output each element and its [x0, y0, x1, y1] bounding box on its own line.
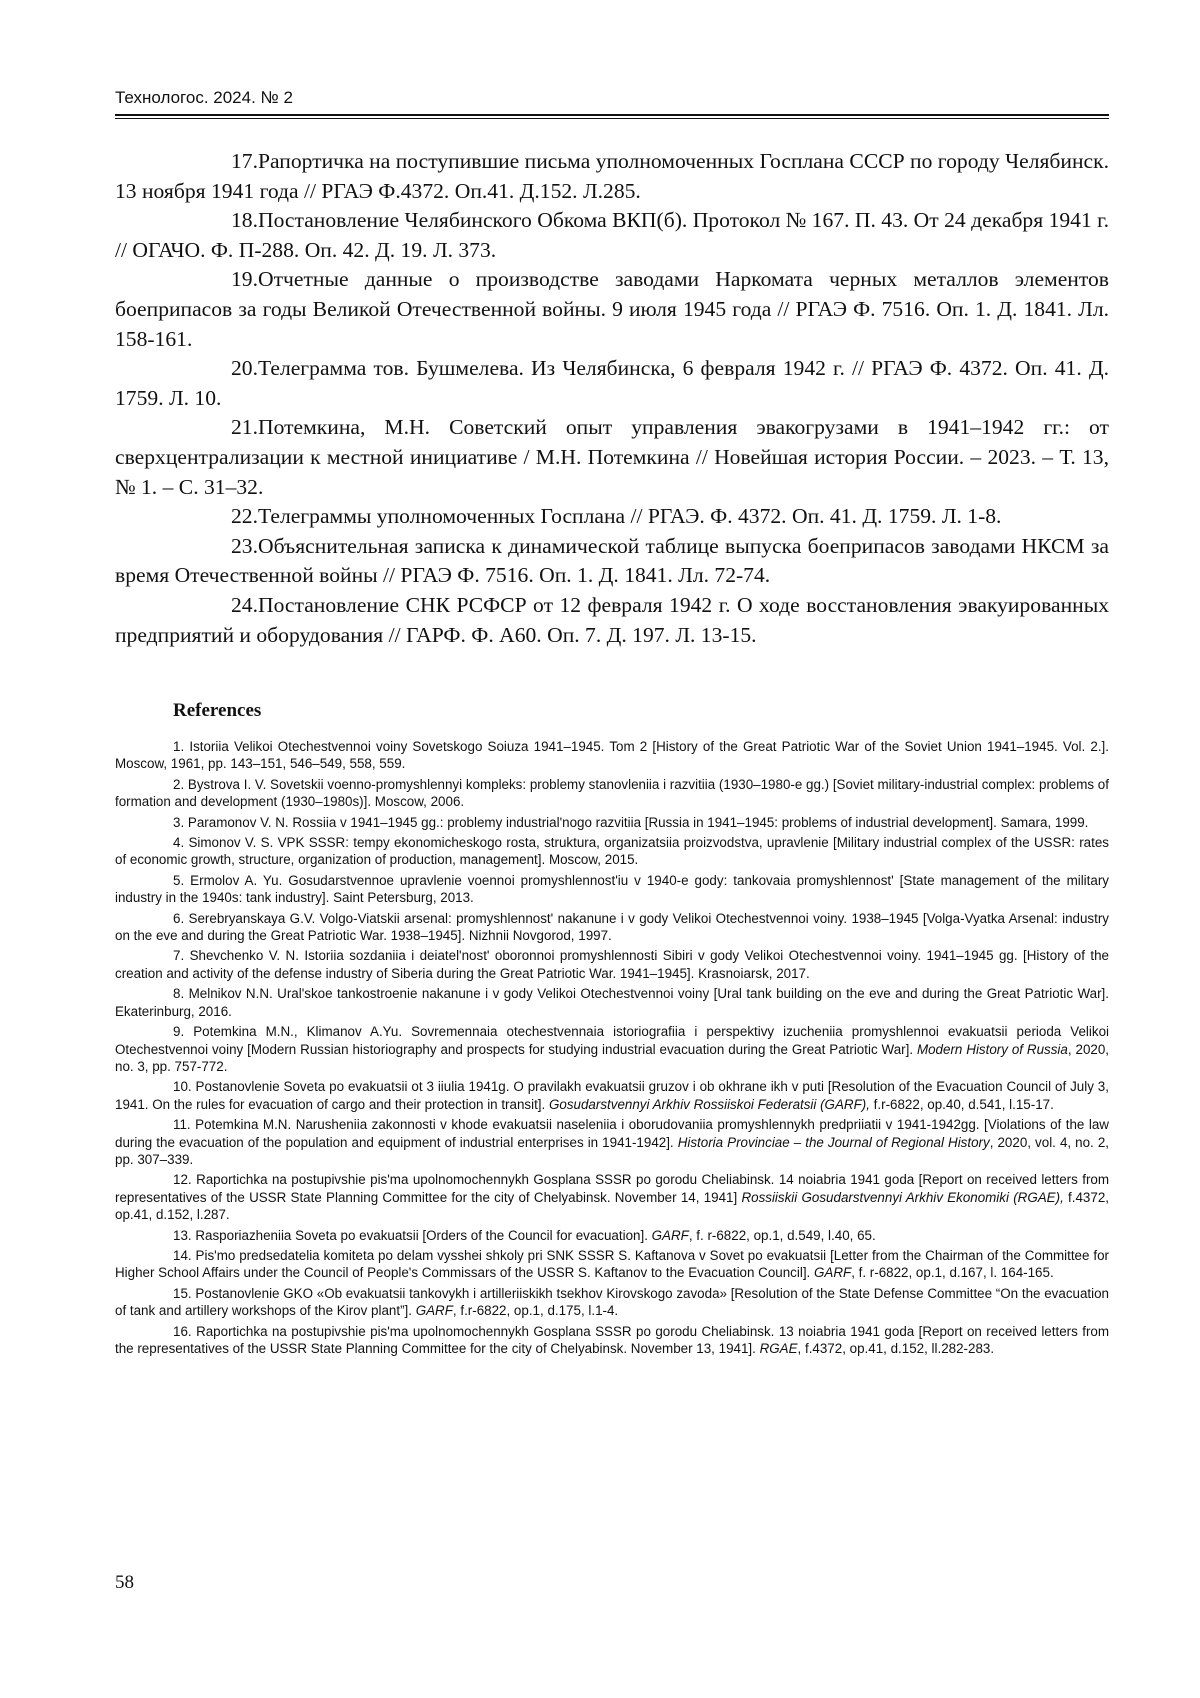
- reference-number: 17.: [231, 149, 258, 173]
- reference-item: [115, 591, 1109, 650]
- references-heading: References: [173, 700, 262, 721]
- reference-text: Raportichka na postupivshie pis'ma upolnomochennykh Gosplana SSSR po gorodu Cheliabinsk. 13 noiabria 1941 goda [Report on received letters from the representatives of the USSR State Planning Committee for the city of Chelyabinsk. November 13, 1941].: [115, 1323, 1109, 1356]
- reference-item: [115, 1171, 1109, 1223]
- reference-text: Телеграммы уполномоченных Госплана // РГАЭ. Ф. 4372. Оп. 41. Д. 1759. Л. 1-8.: [258, 504, 1002, 529]
- reference-item: [115, 738, 1109, 773]
- reference-source: Gosudarstvennyi Arkhiv Rossiiskoi Federatsii (GARF),: [548, 1096, 870, 1112]
- english-reference-list: [115, 738, 1109, 1360]
- reference-text: Istoriia Velikoi Otechestvennoi voiny Sovetskogo Soiuza 1941–1945. Tom 2 [History of the Great Patriotic War of the Soviet Union 1941–1945. Vol. 2.]. Moscow, 1961, pp. 143–151, 546–549, 558, 559.: [115, 739, 1109, 772]
- reference-number: 11.: [173, 1117, 191, 1133]
- reference-text: Bystrova I. V. Sovetskii voenno-promyshlennyi kompleks: problemy stanovleniia i razvitiia (1930–1980-e gg.) [Soviet military-industrial complex: problems of formation and development (1930–1980s)]. Moscow, 2006.: [115, 776, 1109, 810]
- reference-text: Rasporiazheniia Soveta po evakuatsii [Orders of the Council for evacuation].: [195, 1227, 652, 1243]
- reference-item: [115, 1023, 1109, 1075]
- reference-tail: f.r-6822, op.40, d.541, l.15-17.: [869, 1096, 1054, 1112]
- reference-text: Постановление Челябинского Обкома ВКП(б). Протокол № 167. П. 43. От 24 декабря 1941 г. // ОГАЧО. Ф. П-288. Оп. 42. Д. 19. Л. 373.: [115, 208, 1109, 262]
- reference-item: [115, 947, 1109, 982]
- reference-source: Rossiiskii Gosudarstvennyi Arkhiv Ekonomiki (RGAE),: [741, 1189, 1064, 1205]
- reference-text: Potemkina M.N., Klimanov A.Yu. Sovremennaia otechestvennaia istoriografiia i perspektivy izucheniia promyshlennoi evakuatsii perioda Velikoi Otechestvennoi voiny [Modern Russian historiography and prospects for studying industrial evacuation during the Great Patriotic War].: [115, 1024, 1109, 1057]
- reference-item: [115, 776, 1109, 811]
- reference-number: 5.: [173, 872, 185, 888]
- reference-number: 6.: [173, 910, 185, 926]
- reference-text: Pis'mo predsedatelia komiteta po delam vysshei shkoly pri SNK SSSR S. Kaftanova v Sovet po evakuatsii [Letter from the Chairman of the Committee for Higher School Affairs under the Council of People's Commissars of the USSR S. Kaftanov to the Evacuation Council].: [115, 1247, 1109, 1281]
- reference-item: [115, 1227, 1109, 1244]
- reference-text: Потемкина, М.Н. Советский опыт управления эвакогрузами в 1941–1942 гг.: от сверхцентрализации к местной инициативе / М.Н. Потемкина // Новейшая история России. – 2023. – Т. 13, № 1. – С. 31–32.: [115, 415, 1109, 499]
- reference-source: GARF: [415, 1303, 453, 1319]
- reference-item: [115, 872, 1109, 907]
- reference-text: Postanovlenie GKO «Ob evakuatsii tankovykh i artilleriiskikh tsekhov Kirovskogo zavoda» [Resolution of the State Defense Committee “On the evacuation of tank and artillery workshops of the Kirov plant”].: [115, 1285, 1109, 1319]
- reference-item: [115, 265, 1109, 354]
- reference-text: Simonov V. S. VPK SSSR: tempy ekonomicheskogo rosta, struktura, organizatsiia proizvodstva, upravlenie [Military industrial complex of the USSR: rates of economic growth, structure, organization of production, management]. Moscow, 2015.: [115, 835, 1109, 868]
- reference-tail: , f.4372, op.41, d.152, ll.282-283.: [797, 1341, 995, 1356]
- journal-title: Технологос. 2024. № 2: [115, 88, 293, 107]
- reference-text: Постановление СНК РСФСР от 12 февраля 1942 г. О ходе восстановления эвакуированных предприятий и оборудования // ГАРФ. Ф. А60. Оп. 7. Д. 197. Л. 13-15.: [115, 592, 1109, 647]
- reference-number: 9.: [173, 1024, 185, 1040]
- reference-tail: f.4372, op.41, d.152, l.287.: [115, 1189, 1109, 1223]
- reference-number: 19.: [231, 267, 258, 292]
- reference-item: [115, 413, 1109, 502]
- reference-text: Рапортичка на поступившие письма уполномоченных Госплана СССР по городу Челябинск. 13 ноября 1941 года // РГАЭ Ф.4372. Оп.41. Д.152. Л.285.: [115, 149, 1109, 203]
- reference-item: [115, 206, 1109, 265]
- reference-tail: , 2020, vol. 4, no. 2, pp. 307–339.: [115, 1134, 1110, 1167]
- reference-item: [115, 1078, 1109, 1113]
- reference-item: [115, 502, 1109, 532]
- reference-tail: , f.r-6822, op.1, d.175, l.1-4.: [452, 1303, 619, 1319]
- reference-number: 1.: [173, 739, 185, 754]
- reference-item: [115, 834, 1109, 869]
- page-number: 58: [115, 1572, 134, 1593]
- reference-item: [115, 910, 1109, 945]
- reference-text: Shevchenko V. N. Istoriia sozdaniia i deiatel'nost' oboronnoi promyshlennosti Sibiri v gody Velikoi Otechestvennoi voiny. 1941–1945 gg. [History of the creation and activity of the defense industry of Siberia during the Great Patriotic War. 1941–1945]. Krasnoiarsk, 2017.: [115, 948, 1109, 981]
- reference-item: [115, 985, 1109, 1020]
- reference-source: GARF: [651, 1227, 689, 1243]
- reference-number: 22.: [231, 504, 258, 529]
- reference-number: 10.: [173, 1079, 192, 1095]
- reference-number: 7.: [173, 948, 185, 964]
- reference-number: 15.: [173, 1285, 192, 1301]
- reference-item: [115, 1247, 1109, 1282]
- reference-source: RGAE: [759, 1341, 798, 1356]
- reference-tail: , f. r-6822, op.1, d.549, l.40, 65.: [688, 1227, 876, 1243]
- reference-number: 16.: [173, 1323, 192, 1339]
- reference-number: 18.: [231, 208, 258, 233]
- reference-text: Postanovlenie Soveta po evakuatsii ot 3 iiulia 1941g. O pravilakh evakuatsii gruzov i ob okhrane ikh v puti [Resolution of the Evacuation Council of July 3, 1941. On the rules for evacuation of cargo and their protection in transit].: [115, 1079, 1109, 1112]
- russian-reference-list: [115, 147, 1109, 650]
- reference-source: Modern History of Russia: [916, 1041, 1068, 1057]
- reference-text: Paramonov V. N. Rossiia v 1941–1945 gg.: problemy industrial'nogo razvitiia [Russia in 1941–1945: problems of industrial development]. Samara, 1999.: [187, 814, 1089, 830]
- reference-item: [115, 1285, 1109, 1320]
- reference-item: [115, 1323, 1109, 1358]
- reference-number: 21.: [231, 415, 258, 440]
- reference-number: 3.: [173, 814, 185, 830]
- reference-number: 8.: [173, 986, 185, 1002]
- reference-number: 24.: [231, 592, 258, 617]
- reference-text: Serebryanskaya G.V. Volgo-Viatskii arsenal: promyshlennost' nakanune i v gody Velikoi Otechestvennoi voiny. 1938–1945 [Volga-Vyatka Arsenal: industry on the eve and during the Great Patriotic War. 1938–1945]. Nizhnii Novgorod, 1997.: [115, 910, 1109, 944]
- reference-number: 20.: [231, 356, 258, 381]
- reference-source: GARF: [813, 1265, 852, 1281]
- header-rule-thick: [115, 114, 1109, 116]
- reference-item: [115, 354, 1109, 413]
- reference-text: Телеграмма тов. Бушмелева. Из Челябинска, 6 февраля 1942 г. // РГАЭ Ф. 4372. Оп. 41. Д. 1759. Л. 10.: [115, 356, 1109, 410]
- reference-number: 2.: [173, 776, 185, 792]
- reference-source: Historia Provinciae – the Journal of Regional History: [677, 1134, 990, 1150]
- reference-item: [115, 1116, 1109, 1168]
- reference-item: [115, 147, 1109, 206]
- reference-text: Отчетные данные о производстве заводами Наркомата черных металлов элементов боеприпасов за годы Великой Отечественной войны. 9 июля 1945 года // РГАЭ Ф. 7516. Оп. 1. Д. 1841. Лл. 158-161.: [115, 267, 1109, 351]
- reference-text: Potemkina M.N. Narusheniia zakonnosti v khode evakuatsii naseleniia i oborudovaniia promyshlennykh predpriiatii v 1941-1942gg. [Violations of the law during the evacuation of the population and equipment of industrial enterprises in 1941-1942].: [115, 1117, 1109, 1150]
- reference-number: 23.: [231, 533, 258, 558]
- reference-text: Raportichka na postupivshie pis'ma upolnomochennykh Gosplana SSSR po gorodu Cheliabinsk. 14 noiabria 1941 goda [Report on received letters from representatives of the USSR State Planning Committee for the city of Chelyabinsk. November 14, 1941]: [115, 1172, 1109, 1205]
- header-rule-thin: [115, 118, 1109, 119]
- reference-text: Ermolov A. Yu. Gosudarstvennoe upravlenie voennoi promyshlennost'iu v 1940-e gody: tankovaia promyshlennost' [State management of the military industry in the 1940s: tank industry]. Saint Petersburg, 2013.: [115, 872, 1109, 906]
- page-header: [115, 88, 1109, 119]
- reference-text: Объяснительная записка к динамической таблице выпуска боеприпасов заводами НКСМ за время Отечественной войны // РГАЭ Ф. 7516. Оп. 1. Д. 1841. Лл. 72-74.: [115, 533, 1109, 588]
- reference-number: 4.: [173, 835, 185, 851]
- reference-text: Melnikov N.N. Ural'skoe tankostroenie nakanune i v gody Velikoi Otechestvennoi voiny [Ural tank building on the eve and during the Great Patriotic War]. Ekaterinburg, 2016.: [115, 986, 1109, 1019]
- reference-number: 13.: [173, 1227, 192, 1243]
- reference-number: 14.: [173, 1247, 192, 1263]
- reference-tail: , 2020, no. 3, pp. 757-772.: [115, 1041, 1110, 1074]
- reference-tail: , f. r-6822, op.1, d.167, l. 164-165.: [851, 1265, 1054, 1281]
- reference-item: [115, 814, 1109, 831]
- reference-number: 12.: [173, 1172, 192, 1188]
- reference-item: [115, 532, 1109, 591]
